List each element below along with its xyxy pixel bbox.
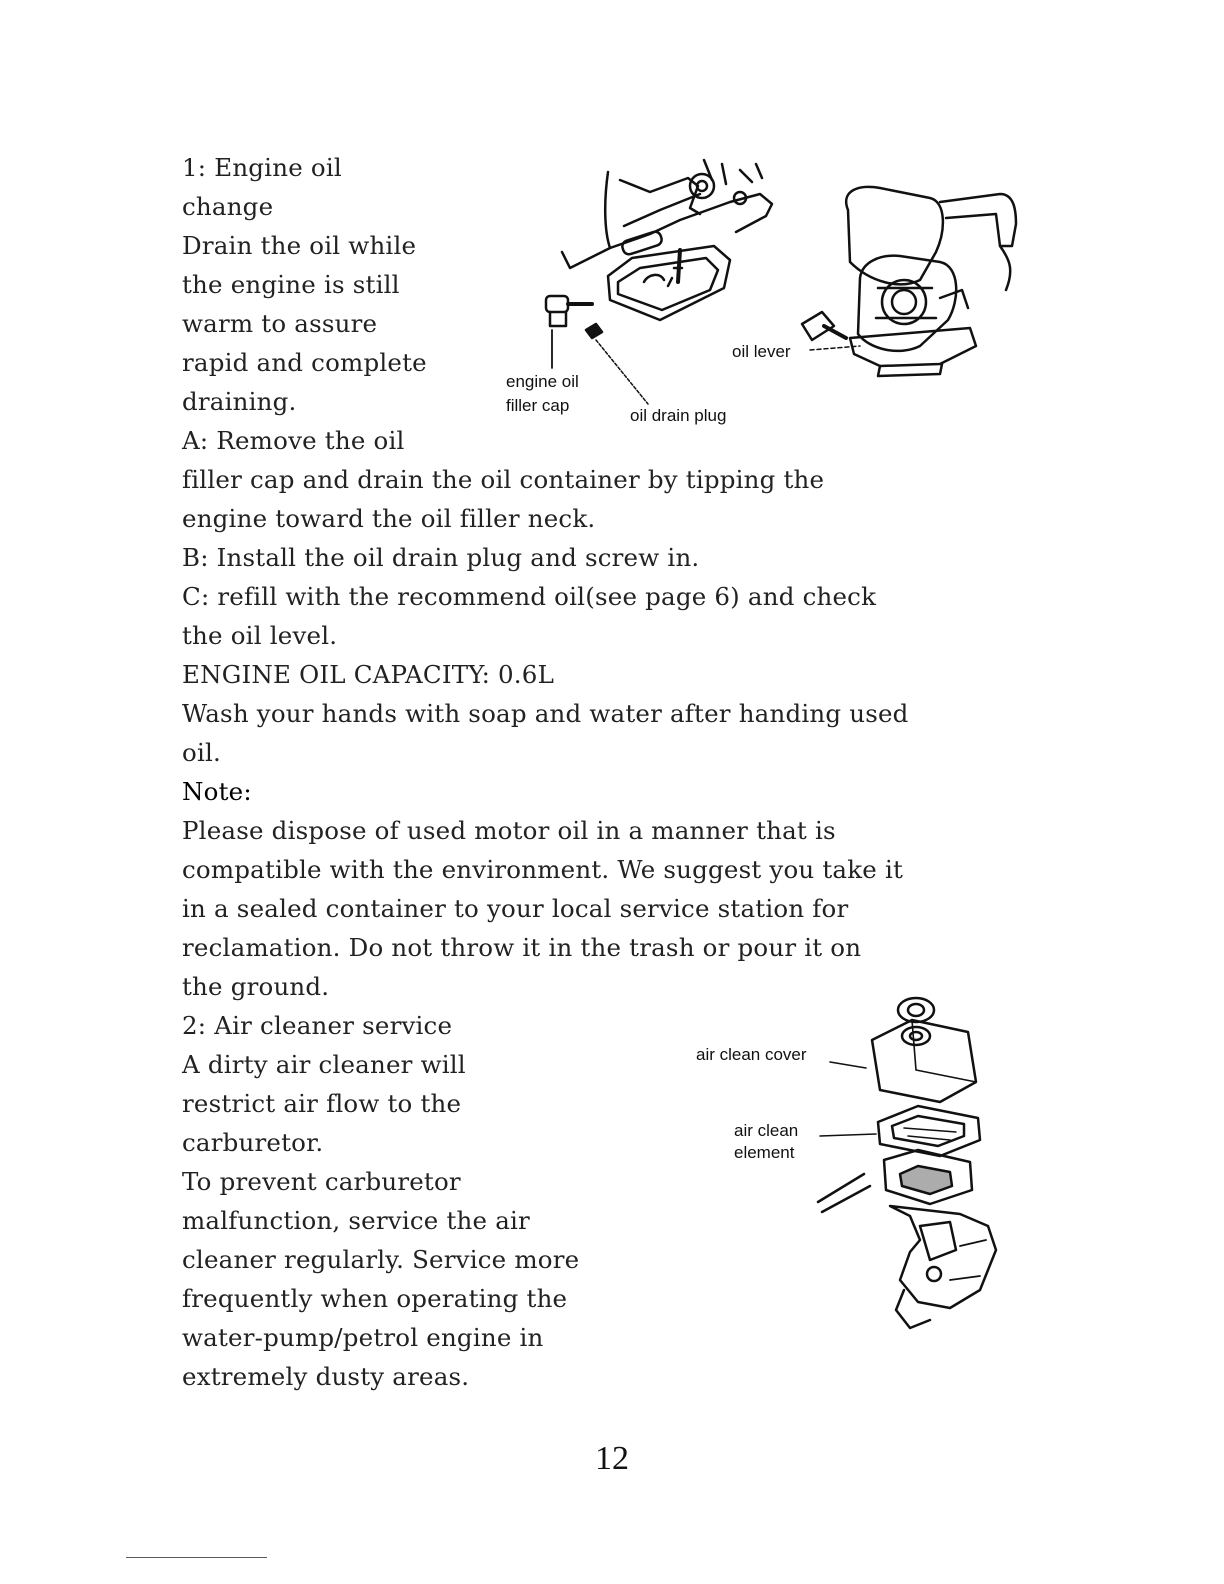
section1-intro-line: the engine is still — [182, 270, 400, 299]
note-label: Note: — [182, 777, 252, 806]
step-a-line1: A: Remove the oil — [182, 426, 405, 455]
air-cleaner-illustration — [800, 990, 1010, 1340]
label-air-clean-cover: air clean cover — [696, 1045, 807, 1064]
section2-title: 2: Air cleaner service — [182, 1011, 453, 1040]
section1-intro-line: Drain the oil while — [182, 231, 417, 260]
section2-line: malfunction, service the air — [182, 1206, 530, 1235]
note-line: Please dispose of used motor oil in a manner that is — [182, 816, 836, 845]
note-line: compatible with the environment. We suggest you take it — [182, 855, 904, 884]
section1-title-line2: change — [182, 192, 274, 221]
section2-line: To prevent carburetor — [182, 1167, 461, 1196]
label-air-clean-element-line1: air clean — [734, 1121, 799, 1140]
step-c-line1: C: refill with the recommend oil(see page 6) and check — [182, 582, 877, 611]
section2-line: restrict air flow to the — [182, 1089, 462, 1118]
wash-line2: oil. — [182, 738, 222, 767]
section1-intro-line: draining. — [182, 387, 297, 416]
label-air-clean-element-line2: element — [734, 1143, 795, 1162]
step-a-line2: filler cap and drain the oil container by tipping the — [182, 465, 825, 494]
label-engine-oil-filler-cap-line2: filler cap — [506, 396, 570, 415]
section2-line: carburetor. — [182, 1128, 324, 1157]
step-a-line3: engine toward the oil filler neck. — [182, 504, 596, 533]
label-oil-lever: oil lever — [732, 342, 791, 361]
page-number: 12 — [595, 1440, 629, 1477]
section1-intro-line: rapid and complete — [182, 348, 427, 377]
section2-line: extremely dusty areas. — [182, 1362, 470, 1391]
section2-line: A dirty air cleaner will — [182, 1050, 466, 1079]
note-line: reclamation. Do not throw it in the trash or pour it on — [182, 933, 862, 962]
section2-line: cleaner regularly. Service more — [182, 1245, 580, 1274]
wash-line1: Wash your hands with soap and water after handing used — [182, 699, 909, 728]
section2-line: water-pump/petrol engine in — [182, 1323, 544, 1352]
label-engine-oil-filler-cap-line1: engine oil — [506, 372, 579, 391]
oil-change-illustration — [500, 150, 1030, 440]
section2-line: frequently when operating the — [182, 1284, 568, 1313]
step-c-line2: the oil level. — [182, 621, 338, 650]
label-oil-drain-plug: oil drain plug — [630, 406, 727, 425]
footer-rule — [126, 1557, 267, 1558]
section1-title-line1: 1: Engine oil — [182, 153, 342, 182]
note-line: in a sealed container to your local service station for — [182, 894, 849, 923]
step-b: B: Install the oil drain plug and screw in. — [182, 543, 700, 572]
note-line: the ground. — [182, 972, 330, 1001]
section1-intro-line: warm to assure — [182, 309, 378, 338]
oil-capacity: ENGINE OIL CAPACITY: 0.6L — [182, 660, 555, 689]
